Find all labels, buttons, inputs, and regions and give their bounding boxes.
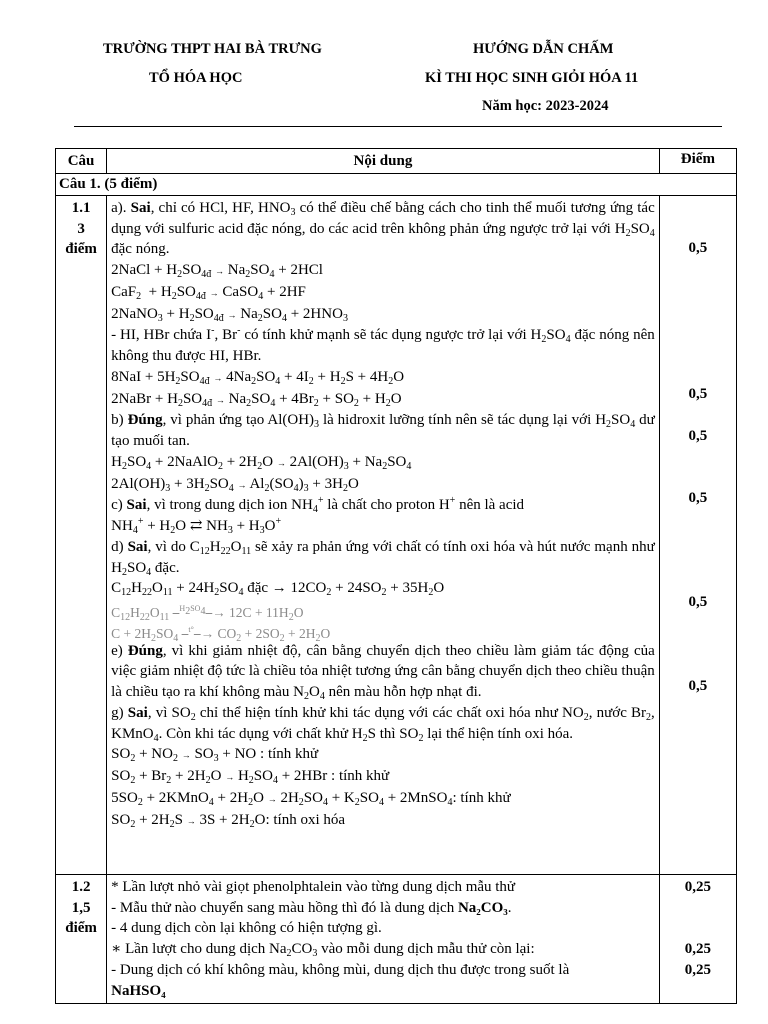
equation: $SO_2 + NO_2 \to SO_3$ + NO : tính khử [111,746,319,765]
department-name: TỔ HÓA HỌC [149,70,243,86]
section-row [56,174,737,196]
answer-paragraph: - 4 dung dịch còn lại không có hiện tượng gì. [111,920,382,937]
answer-paragraph: g) Sai, vì $SO_2$ chỉ thể hiện tính khử khi tác dụng với các chất oxi hóa như $NO_2$, nước $Br_2$, KMnO$_4$. Còn khi tác dụng với chất khử $H_2S$ thì $SO_2$ lại thể hiện tính oxi hóa. [111,704,655,744]
equation: $H_2SO_4$ + 2NaAlO$_2$ + $2H_2O \to 2Al(OH)_3 + Na_2SO_4$ [111,453,412,472]
score-value: 0,5 [688,489,708,506]
score-value: 0,5 [688,677,708,694]
col-header-cau: Câu [56,149,107,174]
score-value: 0,25 [684,961,711,978]
equation: $C_{12}H_{22}O_{11} + 24H_2SO_4$ đặc → $12CO_2 + 24SO_2 + 35H_2O$ [111,580,445,599]
score-value: 0,5 [688,239,708,256]
equation: 2NaNO$_3$ + $H_2SO_{4đ} \to Na_2SO_4 + 2HNO_3$ [111,305,348,324]
equation: $2Al(OH)_3 + 3H_2SO_4 \to Al_2(SO_4)_3 + 3H_2O$ [111,475,359,494]
answer-paragraph: b) Đúng, vì phản ứng tạo $Al(OH)_3$ là hidroxit lưỡng tính nên sẽ tác dụng lại với $H_2SO_4$ dư tạo muối tan. [111,412,655,449]
answer-paragraph: c) Sai, vì trong dung dịch ion $NH_4^+$ là chất cho proton H+ nên là acid [111,495,525,516]
table-header-row [56,149,737,174]
table-row [56,874,737,1004]
score-column [659,874,736,1004]
col-header-content: Nội dung [107,149,660,174]
question-id: 1.2 [71,878,91,895]
answer-content [107,195,660,874]
answer-paragraph: - HI, HBr chứa I-, Br- có tính khử mạnh sẽ tác dụng ngược trở lại với $H_2SO_4$ đặc nóng nên không thu được HI, HBr. [111,325,655,364]
equation: $NH_4^+ + H_2O$ ⇄ $NH_3 + H_3O^+$ [111,516,282,536]
answer-paragraph: * Lần lượt nhỏ vài giọt phenolphtalein vào từng dung dịch mẫu thử [111,878,516,895]
question-number [56,874,107,1004]
equation: 2NaCl + $H_2SO_{4đ} \to Na_2SO_4 + 2HCl$ [111,262,323,280]
equation-image: $C + 2H_2SO_4$ ⎯$^{t^\circ}$⎯→ $CO_2 + 2SO_2 + 2H_2O$ [111,624,331,644]
question-points: 3 [77,220,85,237]
score-value: 0,25 [684,878,711,895]
answer-paragraph: a). Sai, chỉ có HCl, HF, $HNO_3$ có thể điều chế bằng cách cho tinh thể muối tương ứng tác dụng với sulfuric acid đặc nóng, do các acid trên không phản ứng ngược trở lại với $H_2SO_4$ đặc nóng. [111,199,655,258]
header-divider [74,126,722,127]
question-points-unit: điểm [65,241,97,258]
equation: 2NaBr + $H_2SO_{4đ} \to Na_2SO_4 + 4Br_2 + SO_2 + H_2O$ [111,390,402,409]
equation-image: $C_{12}H_{22}O_{11}$ ⎯$^{H_2SO_4}$⎯→ $12C + 11H_2O$ [111,604,304,623]
answer-paragraph: NaHSO₄ [111,982,166,999]
section-title: Câu 1. (5 điểm) [56,174,737,196]
answer-paragraph: d) Sai, vì do $C_{12}H_{22}O_{11}$ sẽ xảy ra phản ứng với chất có tính oxi hóa và hút nước mạnh như $H_2SO_4$ đặc. [111,538,655,578]
equation: $CaF_2 + H_2SO_{4đ}$ → CaSO$_4$ + 2HF [111,283,306,302]
answer-paragraph: ∗ Lần lượt cho dung dịch $Na_2CO_3$ vào mỗi dung dịch mẫu thử còn lại: [111,941,535,959]
col-header-score: Điểm [659,149,736,174]
question-id: 1.1 [71,199,91,216]
answer-paragraph: - Dung dịch có khí không màu, không mùi, dung dịch thu được trong suốt là [111,961,570,978]
school-name: TRƯỜNG THPT HAI BÀ TRƯNG [103,41,322,57]
score-value: 0,5 [688,385,708,402]
table-row [56,195,737,874]
question-number [56,195,107,874]
exam-title: KÌ THI HỌC SINH GIỎI HÓA 11 [425,70,639,86]
document-title: HƯỚNG DẪN CHẤM [473,41,614,57]
answer-paragraph: - Mẫu thử nào chuyển sang màu hồng thì đó là dung dịch Na₂CO₃. [111,899,512,916]
score-value: 0,5 [688,427,708,444]
question-points-unit: điểm [65,920,97,937]
equation: $SO_2 + Br_2 + 2H_2O \to H_2SO_4 + 2HBr$ : tính khử [111,768,390,786]
score-value: 0,5 [688,593,708,610]
equation: $5SO_2$ + 2KMnO$_4$ + $2H_2O \to 2H_2SO_4 + K_2SO_4$ + 2MnSO$_4$: tính khử [111,789,511,808]
answer-key-table [55,148,737,1004]
question-points: 1,5 [71,899,91,916]
answer-paragraph: e) Đúng, vì khi giảm nhiệt độ, cân bằng chuyển dịch theo chiều làm giảm tác động của việc giảm nhiệt độ tức là chiều tỏa nhiệt tương ứng cân bằng chuyển dịch theo chiều thuận là chiều tạo ra khí không màu $N_2O_4$ nên màu hỗn hợp nhạt đi. [111,642,655,702]
school-year: Năm học: 2023-2024 [482,98,609,114]
score-value: 0,25 [684,940,711,957]
equation: $8NaI + 5H_2SO_{4đ} \to 4Na_2SO_4 + 4I_2 + H_2S + 4H_2O$ [111,368,405,387]
answer-content [107,874,660,1004]
score-column [659,195,736,874]
equation: $SO_2 + 2H_2S \to 3S + 2H_2O$: tính oxi hóa [111,811,346,830]
